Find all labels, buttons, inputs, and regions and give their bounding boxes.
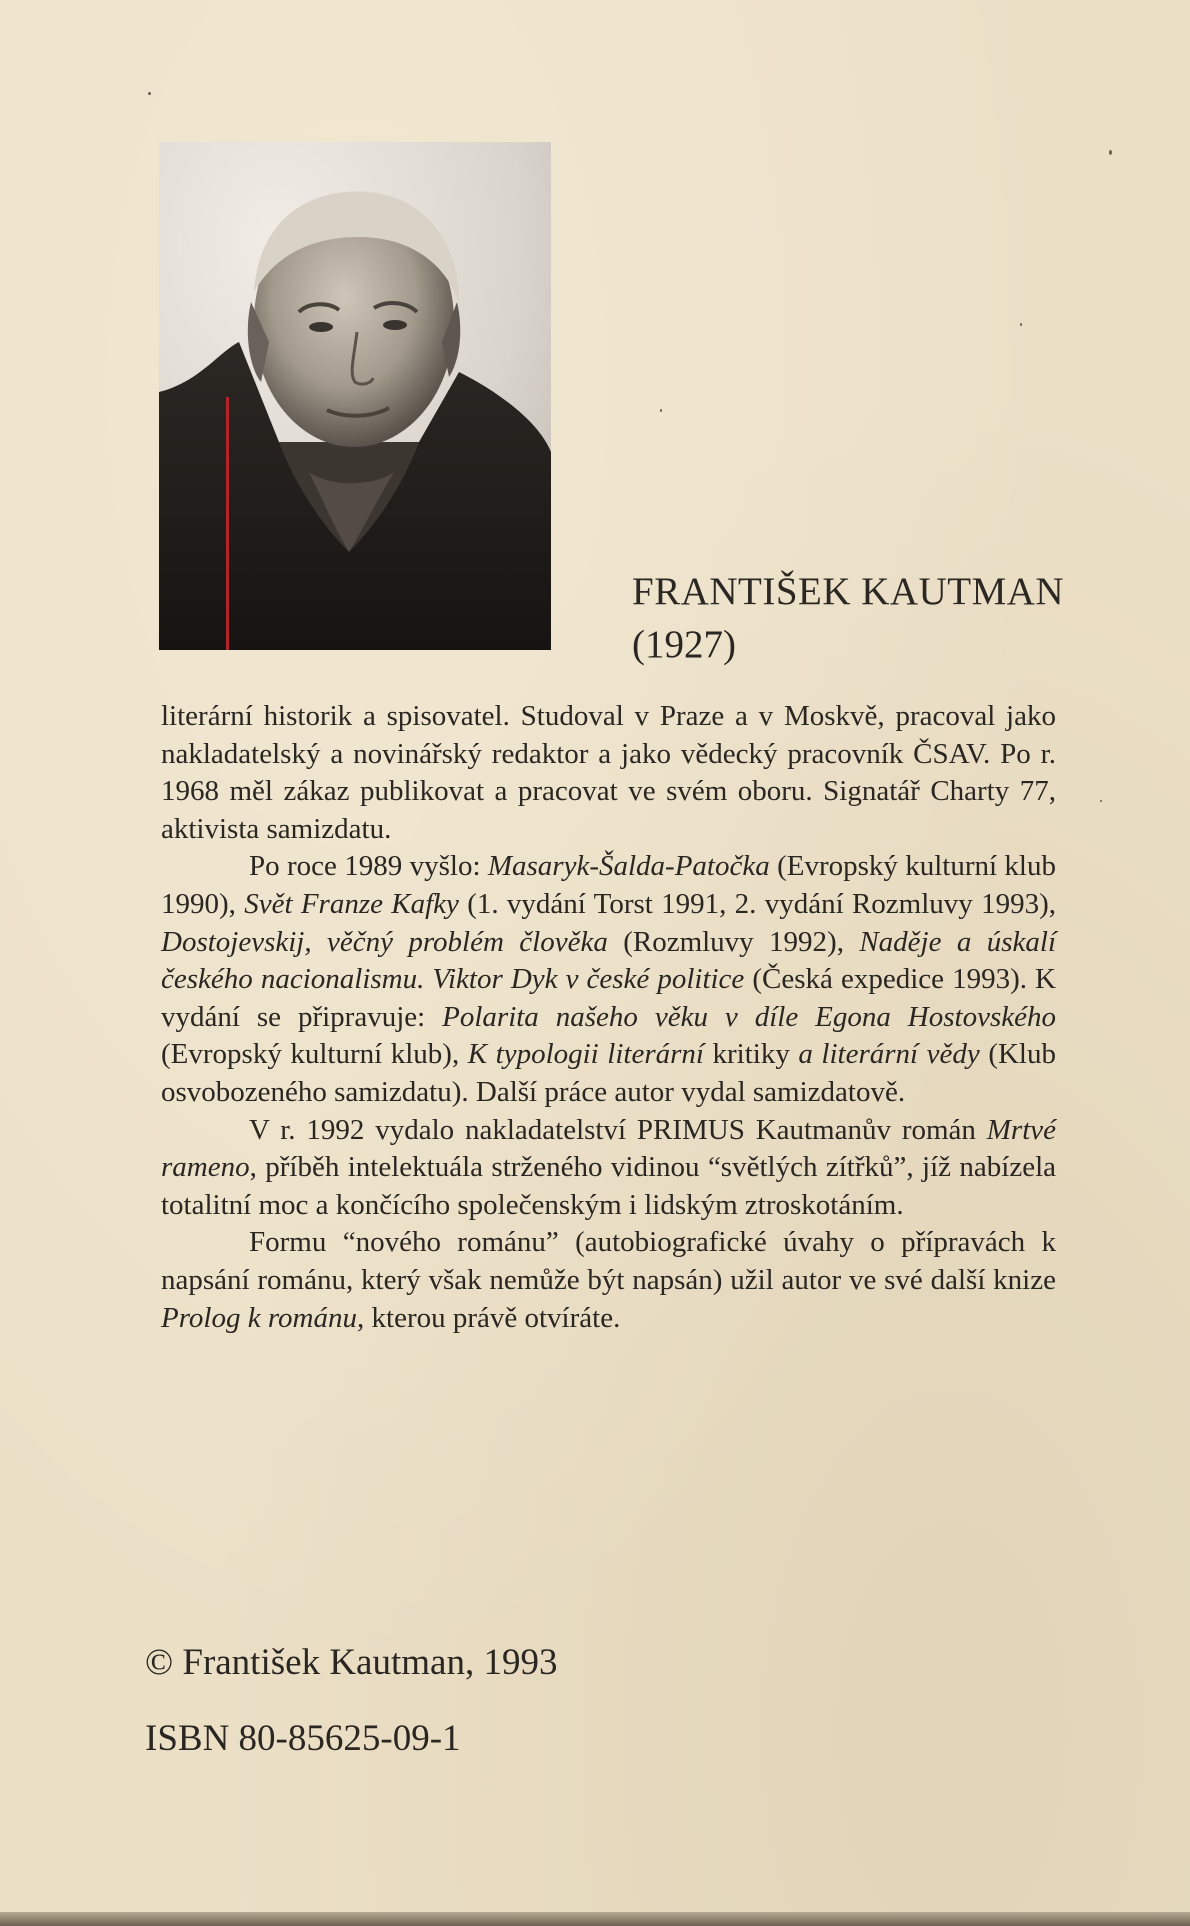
bio-text: (Klub osvobozeného samizdatu). Další práce autor vydal samizdatově.	[161, 1038, 1056, 1108]
paper-speck	[148, 92, 151, 95]
author-portrait	[159, 142, 551, 650]
book-title: Polarita našeho věku v díle Egona Hostovského	[442, 1000, 1056, 1033]
author-years: (1927)	[632, 623, 736, 666]
paper-speck	[660, 409, 662, 412]
bio-text: V r. 1992 vydalo nakladatelství PRIMUS Kautmanův román	[249, 1113, 987, 1146]
portrait-image	[159, 142, 551, 650]
book-title: Masaryk-Šalda-Patočka	[487, 850, 770, 883]
bio-paragraph	[161, 1224, 1056, 1337]
book-title: Dostojevskij, věčný problém člověka	[161, 925, 608, 958]
bio-text: (1. vydání Torst 1991, 2. vydání Rozmluvy 1993),	[458, 887, 1056, 920]
bio-paragraph	[161, 848, 1056, 1111]
bio-text: (Evropský kulturní klub 1990),	[161, 850, 1056, 920]
copyright-notice: © František Kautman, 1993	[145, 1642, 558, 1683]
isbn-number: ISBN 80-85625-09-1	[145, 1718, 461, 1759]
book-title: K typologii literární	[467, 1038, 704, 1071]
bio-text: (Česká expedice 1993). K vydání se připravuje:	[161, 963, 1056, 1033]
book-title: Svět Franze Kafky	[244, 887, 459, 920]
bio-text: , příběh intelektuála strženého vidinou “světlých zítřků”, jíž nabízela totalitní moc a končícího společenským i lidským ztroskotáním.	[161, 1151, 1056, 1221]
book-title: Mrtvé rameno	[161, 1113, 1056, 1184]
cover-bottom-edge	[0, 1912, 1190, 1926]
author-name: FRANTIŠEK KAUTMAN	[632, 570, 1065, 613]
author-biography	[161, 698, 1056, 1337]
book-title: a literární vědy	[798, 1038, 980, 1071]
bio-paragraph: literární historik a spisovatel. Studoval v Praze a v Moskvě, pracoval jako nakladatelský a novinářský redaktor a jako vědecký pracovník ČSAV. Po r. 1968 měl zákaz publikovat a pracovat ve svém oboru. Signatář Charty 77, aktivista samizdatu.	[161, 700, 1056, 845]
paper-speck	[1109, 150, 1112, 155]
book-title: Naděje a úskalí českého nacionalismu. Viktor Dyk v české politice	[161, 925, 1056, 996]
bio-paragraph	[161, 1112, 1056, 1225]
bio-text: Formu “nového románu” (autobiografické úvahy o přípravách k napsání románu, který však nemůže být napsán) užil autor ve své další knize	[161, 1226, 1056, 1296]
book-title: Prolog k románu	[161, 1301, 358, 1334]
bio-text: (Rozmluvy 1992),	[607, 925, 860, 958]
bio-text: kritiky	[703, 1038, 799, 1071]
bio-text: Po roce 1989 vyšlo:	[249, 850, 488, 883]
paper-speck	[1020, 323, 1022, 326]
bio-text: (Evropský kulturní klub),	[161, 1038, 468, 1071]
paper-speck	[1100, 800, 1102, 802]
bio-text: , kterou právě otvíráte.	[357, 1301, 621, 1334]
